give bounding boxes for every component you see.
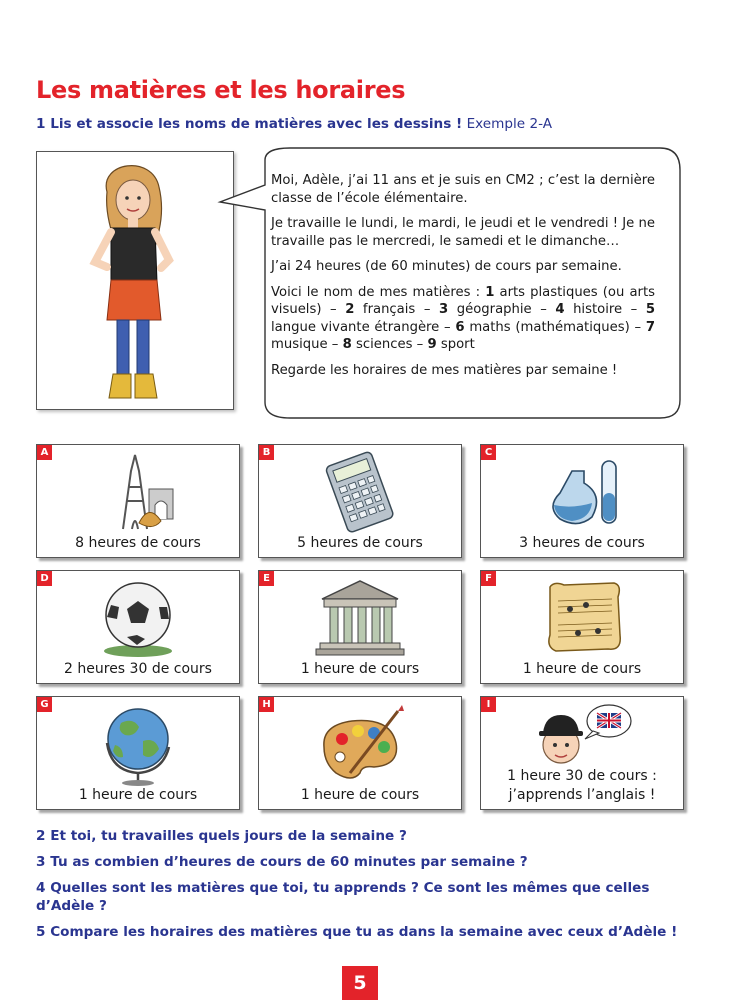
card-c (480, 444, 684, 558)
subject-number: 6 (455, 319, 465, 335)
card-g (36, 696, 240, 810)
calculator-icon (320, 451, 400, 533)
card-caption-line2: j’apprends l’anglais ! (508, 787, 656, 803)
card-letter: F (481, 571, 496, 586)
card-caption: 2 heures 30 de cours (64, 661, 212, 677)
exercise-1-example: Exemple 2-A (466, 116, 553, 132)
exercise-1-instruction (36, 116, 552, 132)
card-letter: D (37, 571, 52, 586)
card-letter: B (259, 445, 274, 460)
card-caption: 1 heure de cours (300, 787, 420, 803)
subjects-intro: Voici le nom de mes matières : (271, 284, 481, 300)
english-boy-icon (527, 703, 637, 769)
subject-name: géographie (456, 302, 532, 317)
bubble-paragraph-hours: J’ai 24 heures (de 60 minutes) de cours par semaine. (271, 259, 622, 274)
page-title: Les matières et les horaires (36, 76, 406, 104)
subject-number: 9 (427, 337, 437, 352)
card-letter: A (37, 445, 52, 460)
subject-number: 4 (555, 302, 565, 317)
music-sheet-icon (534, 577, 630, 659)
card-i (480, 696, 684, 810)
card-letter: I (481, 697, 496, 712)
subject-number: 7 (645, 319, 655, 335)
paris-icon (93, 451, 183, 533)
card-caption: 8 heures de cours (75, 535, 201, 551)
card-letter: C (481, 445, 496, 460)
question-5: 5 Compare les horaires des matières que tu as dans la semaine avec ceux d’Adèle ! (36, 924, 678, 940)
paint-palette-icon (312, 703, 408, 785)
speech-bubble-text (271, 172, 655, 387)
card-f (480, 570, 684, 684)
card-e (258, 570, 462, 684)
subject-number: 5 (645, 302, 655, 317)
card-caption: 1 heure de cours (522, 661, 642, 677)
bubble-paragraph-schedule: Regarde les horaires de mes matières par semaine ! (271, 362, 618, 378)
subject-number: 1 (485, 284, 495, 300)
greek-temple-icon (312, 577, 408, 659)
bubble-paragraph-subjects: Voici le nom de mes matières : 1 arts plastiques (ou arts visuels) – 2 français – 3 géographie – 4 histoire – 5 langue vivante étrangère – 6 maths (mathématiques) – 7 musique – 8 sciences – 9 sport (271, 284, 655, 352)
subject-name: maths (mathématiques) (469, 319, 630, 335)
card-caption-line1: 1 heure 30 de cours : (507, 768, 657, 784)
card-d (36, 570, 240, 684)
question-3: 3 Tu as combien d’heures de cours de 60 minutes par semaine ? (36, 854, 528, 870)
subject-name: sciences (355, 337, 413, 352)
subject-number: 2 (345, 302, 355, 317)
subject-name: français (362, 302, 416, 317)
card-letter: G (37, 697, 52, 712)
subject-name: histoire (573, 302, 623, 317)
card-a (36, 444, 240, 558)
bubble-paragraph-days: Je travaille le lundi, le mardi, le jeudi et le vendredi ! Je ne travaille pas le mercredi, le samedi et le dimanche… (271, 216, 655, 249)
subject-number: 8 (342, 337, 352, 352)
question-2: 2 Et toi, tu travailles quels jours de la semaine ? (36, 828, 407, 844)
card-letter: E (259, 571, 274, 586)
subject-name: musique (271, 337, 328, 352)
subject-name: arts plastiques (ou arts visuels) (271, 284, 655, 317)
card-b (258, 444, 462, 558)
lab-glassware-icon (532, 451, 632, 533)
card-caption: 1 heure de cours (300, 661, 420, 677)
football-icon (93, 577, 183, 659)
exercise-1-text: 1 Lis et associe les noms de matières avec les dessins ! (36, 116, 463, 132)
subject-name: langue vivante étrangère (271, 319, 440, 335)
card-h (258, 696, 462, 810)
bubble-paragraph-intro: Moi, Adèle, j’ai 11 ans et je suis en CM2 ; c’est la dernière classe de l’école élémentaire. (271, 173, 655, 206)
card-caption: 5 heures de cours (297, 535, 423, 551)
card-caption: 3 heures de cours (519, 535, 645, 551)
page-number: 5 (342, 966, 378, 1000)
subject-name: sport (440, 337, 475, 352)
question-4: 4 Quelles sont les matières que toi, tu apprends ? Ce sont les mêmes que celles d’Adèle ? (36, 880, 650, 914)
card-caption (481, 767, 683, 805)
subject-number: 3 (438, 302, 449, 317)
globe-icon (93, 703, 183, 787)
card-letter: H (259, 697, 274, 712)
card-caption: 1 heure de cours (78, 787, 198, 803)
